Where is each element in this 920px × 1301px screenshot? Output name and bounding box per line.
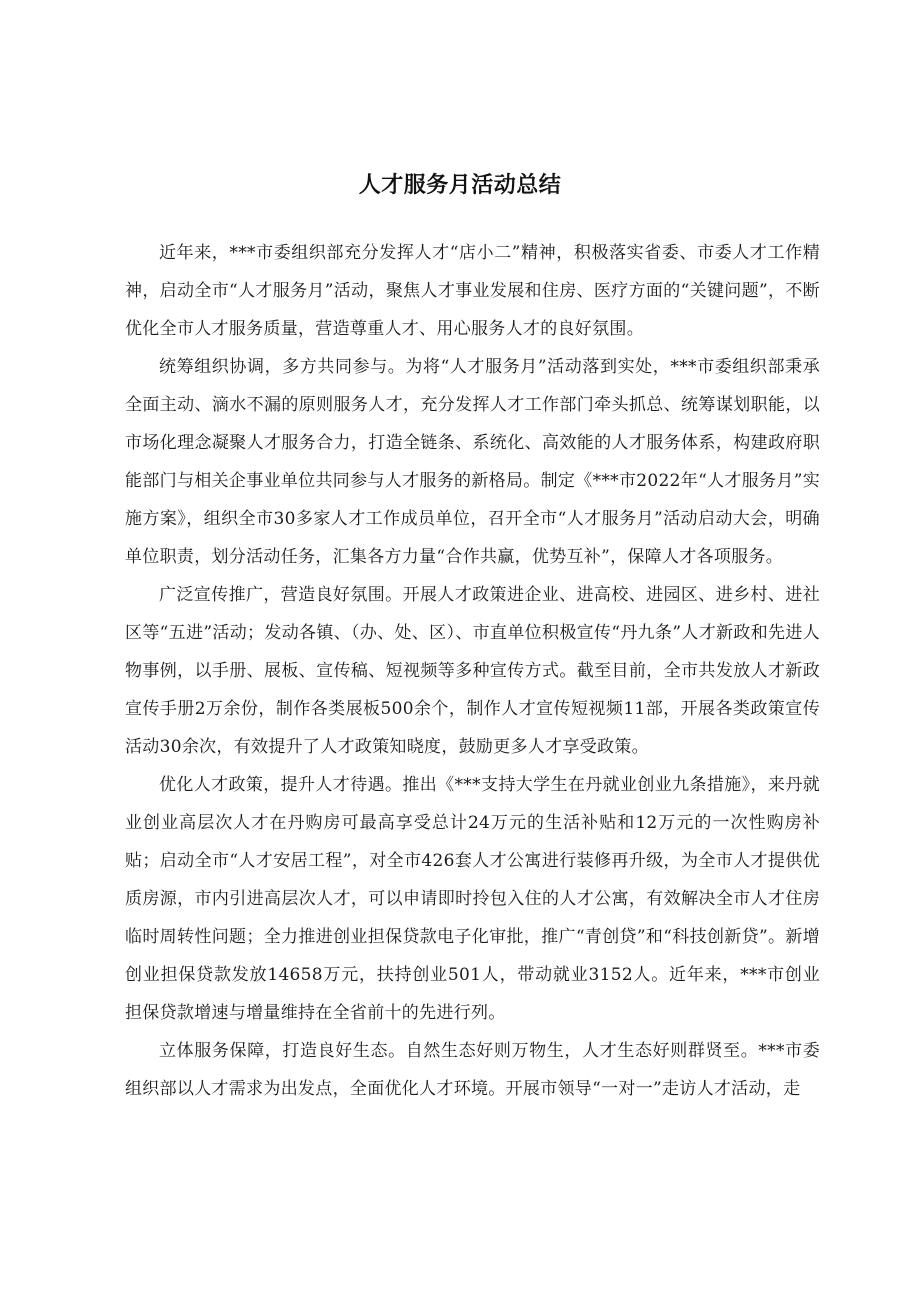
paragraph-policy: 优化人才政策，提升人才待遇。推出《***支持大学生在丹就业创业九条措施》，来丹就业创业高层次人才在丹购房可最高享受总计24万元的生活补贴和12万元的一次性购房补贴；启动全市“人才安居工程”，对全市426套人才公寓进行装修再升级，为全市人才提供优质房源，市内引进高层次人才，可以申请即时拎包入住的人才公寓，有效解决全市人才住房临时周转性问题；全力推进创业担保贷款电子化审批，推广“青创贷”和“科技创新贷”。新增创业担保贷款发放14658万元，扶持创业501人，带动就业3152人。近年来，***市创业担保贷款增速与增量维持在全省前十的先进行列。: [125, 775, 820, 1023]
document-title: 人才服务月活动总结: [358, 173, 562, 198]
document-body: [125, 234, 820, 1108]
paragraph-service: 立体服务保障，打造良好生态。自然生态好则万物生，人才生态好则群贤至。***市委组织部以人才需求为出发点，全面优化人才环境。开展市领导“一对一”走访人才活动，走: [125, 1041, 820, 1099]
paragraph-intro: 近年来，***市委组织部充分发挥人才“店小二”精神，积极落实省委、市委人才工作精神，启动全市“人才服务月”活动，聚焦人才事业发展和住房、医疗方面的“关键问题”，不断优化全市人才服务质量，营造尊重人才、用心服务人才的良好氛围。: [125, 243, 820, 339]
paragraph-coordination: 统筹组织协调，多方共同参与。为将“人才服务月”活动落到实处，***市委组织部秉承全面主动、滴水不漏的原则服务人才，充分发挥人才工作部门牵头抓总、统筹谋划职能，以市场化理念凝聚人才服务合力，打造全链条、系统化、高效能的人才服务体系，构建政府职能部门与相关企事业单位共同参与人才服务的新格局。制定《***市2022年“人才服务月”实施方案》，组织全市30多家人才工作成员单位，召开全市“人才服务月”活动启动大会，明确单位职责，划分活动任务，汇集各方力量“合作共赢，优势互补”，保障人才各项服务。: [125, 357, 820, 567]
paragraph-publicity: 广泛宣传推广，营造良好氛围。开展人才政策进企业、进高校、进园区、进乡村、进社区等“五进”活动；发动各镇、（办、处、区）、市直单位积极宣传“丹九条”人才新政和先进人物事例，以手册、展板、宣传稿、短视频等多种宣传方式。截至目前，全市共发放人才新政宣传手册2万余份，制作各类展板500余个，制作人才宣传短视频11部，开展各类政策宣传活动30余次，有效提升了人才政策知晓度，鼓励更多人才享受政策。: [125, 585, 820, 757]
